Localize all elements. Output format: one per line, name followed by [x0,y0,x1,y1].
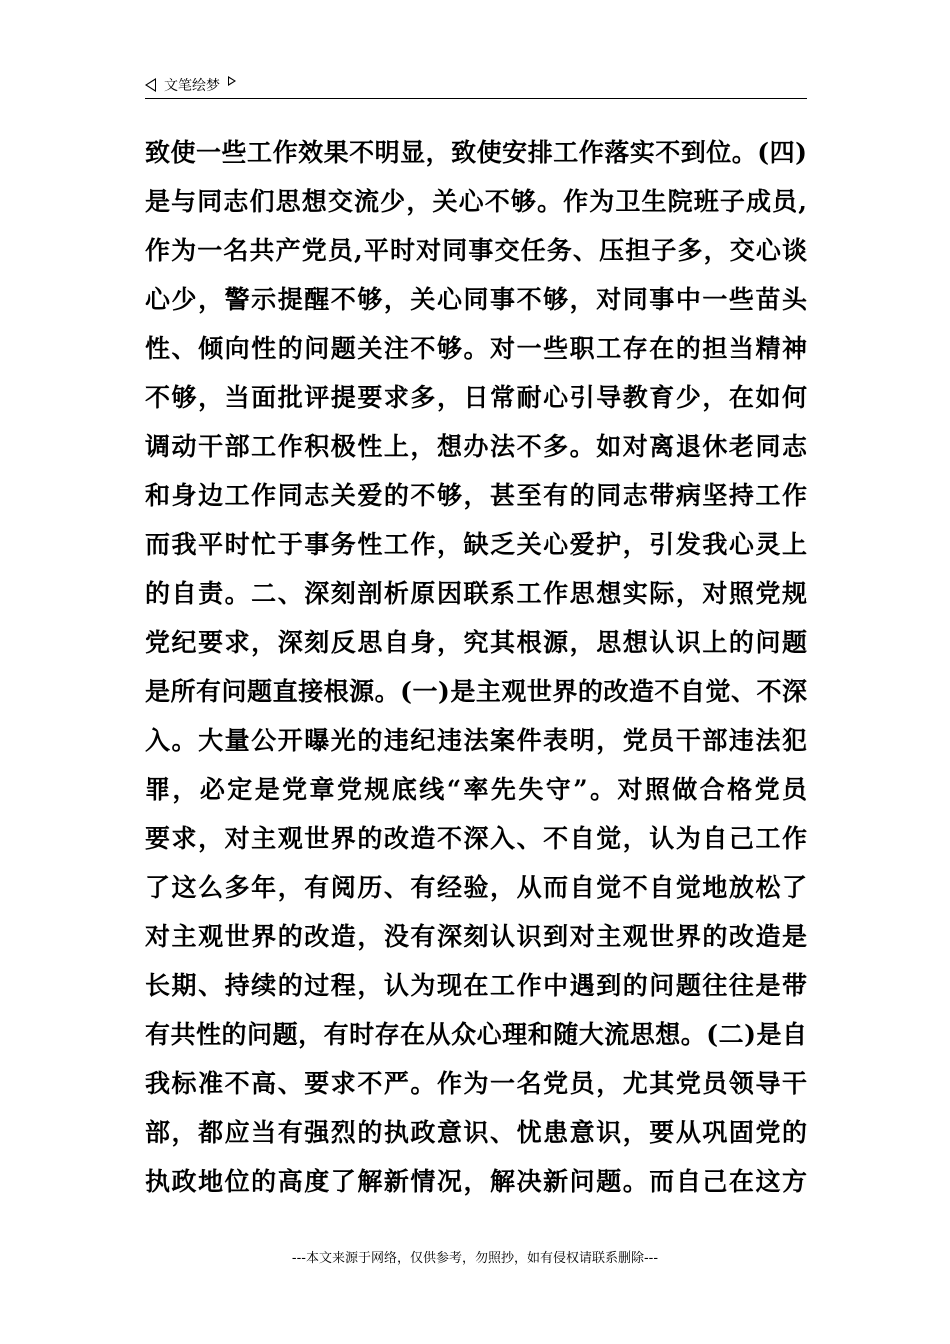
text-line: 是所有问题直接根源。(一)是主观世界的改造不自觉、不深 [145,677,807,706]
text-line: 性、倾向性的问题关注不够。对一些职工存在的担当精神 [145,334,807,363]
page-header [145,72,807,99]
text-line: 执政地位的高度了解新情况，解决新问题。而自己在这方 [145,1167,807,1196]
text-line: 部，都应当有强烈的执政意识、忧患意识，要从巩固党的 [145,1118,807,1147]
text-line: 而我平时忙于事务性工作，缺乏关心爱护，引发我心灵上 [145,530,807,559]
header-title: 文笔绘梦 [164,78,220,94]
text-line: 入。大量公开曝光的违纪违法案件表明，党员干部违法犯 [145,726,807,755]
text-line: 和身边工作同志关爱的不够，甚至有的同志带病坚持工作 [145,481,807,510]
text-line: 党纪要求，深刻反思自身，究其根源，思想认识上的问题 [145,628,807,657]
document-body [145,128,807,1206]
text-line: 调动干部工作积极性上，想办法不多。如对离退休老同志 [145,432,807,461]
page-footer: ---本文来源于网络，仅供参考，勿照抄，如有侵权请联系删除--- [291,1251,659,1266]
triangle-right-icon [228,76,236,86]
text-line: 要求，对主观世界的改造不深入、不自觉，认为自己工作 [145,824,807,853]
text-line: 不够，当面批评提要求多，日常耐心引导教育少，在如何 [145,383,807,412]
text-line: 我标准不高、要求不严。作为一名党员，尤其党员领导干 [145,1069,807,1098]
text-line: 对主观世界的改造，没有深刻认识到对主观世界的改造是 [145,922,807,951]
text-line: 致使一些工作效果不明显，致使安排工作落实不到位。(四) [145,138,807,167]
triangle-left-icon [145,78,156,92]
text-line: 心少，警示提醒不够，关心同事不够，对同事中一些苗头 [145,285,807,314]
text-line: 了这么多年，有阅历、有经验，从而自觉不自觉地放松了 [145,873,807,902]
text-line: 有共性的问题，有时存在从众心理和随大流思想。(二)是自 [145,1020,807,1049]
text-line: 作为一名共产党员,平时对同事交任务、压担子多，交心谈 [145,236,807,265]
text-line: 的自责。二、深刻剖析原因联系工作思想实际，对照党规 [145,579,807,608]
text-line: 罪，必定是党章党规底线“率先失守”。对照做合格党员 [145,775,807,804]
text-line: 是与同志们思想交流少，关心不够。作为卫生院班子成员, [145,187,807,216]
text-line: 长期、持续的过程，认为现在工作中遇到的问题往往是带 [145,971,807,1000]
